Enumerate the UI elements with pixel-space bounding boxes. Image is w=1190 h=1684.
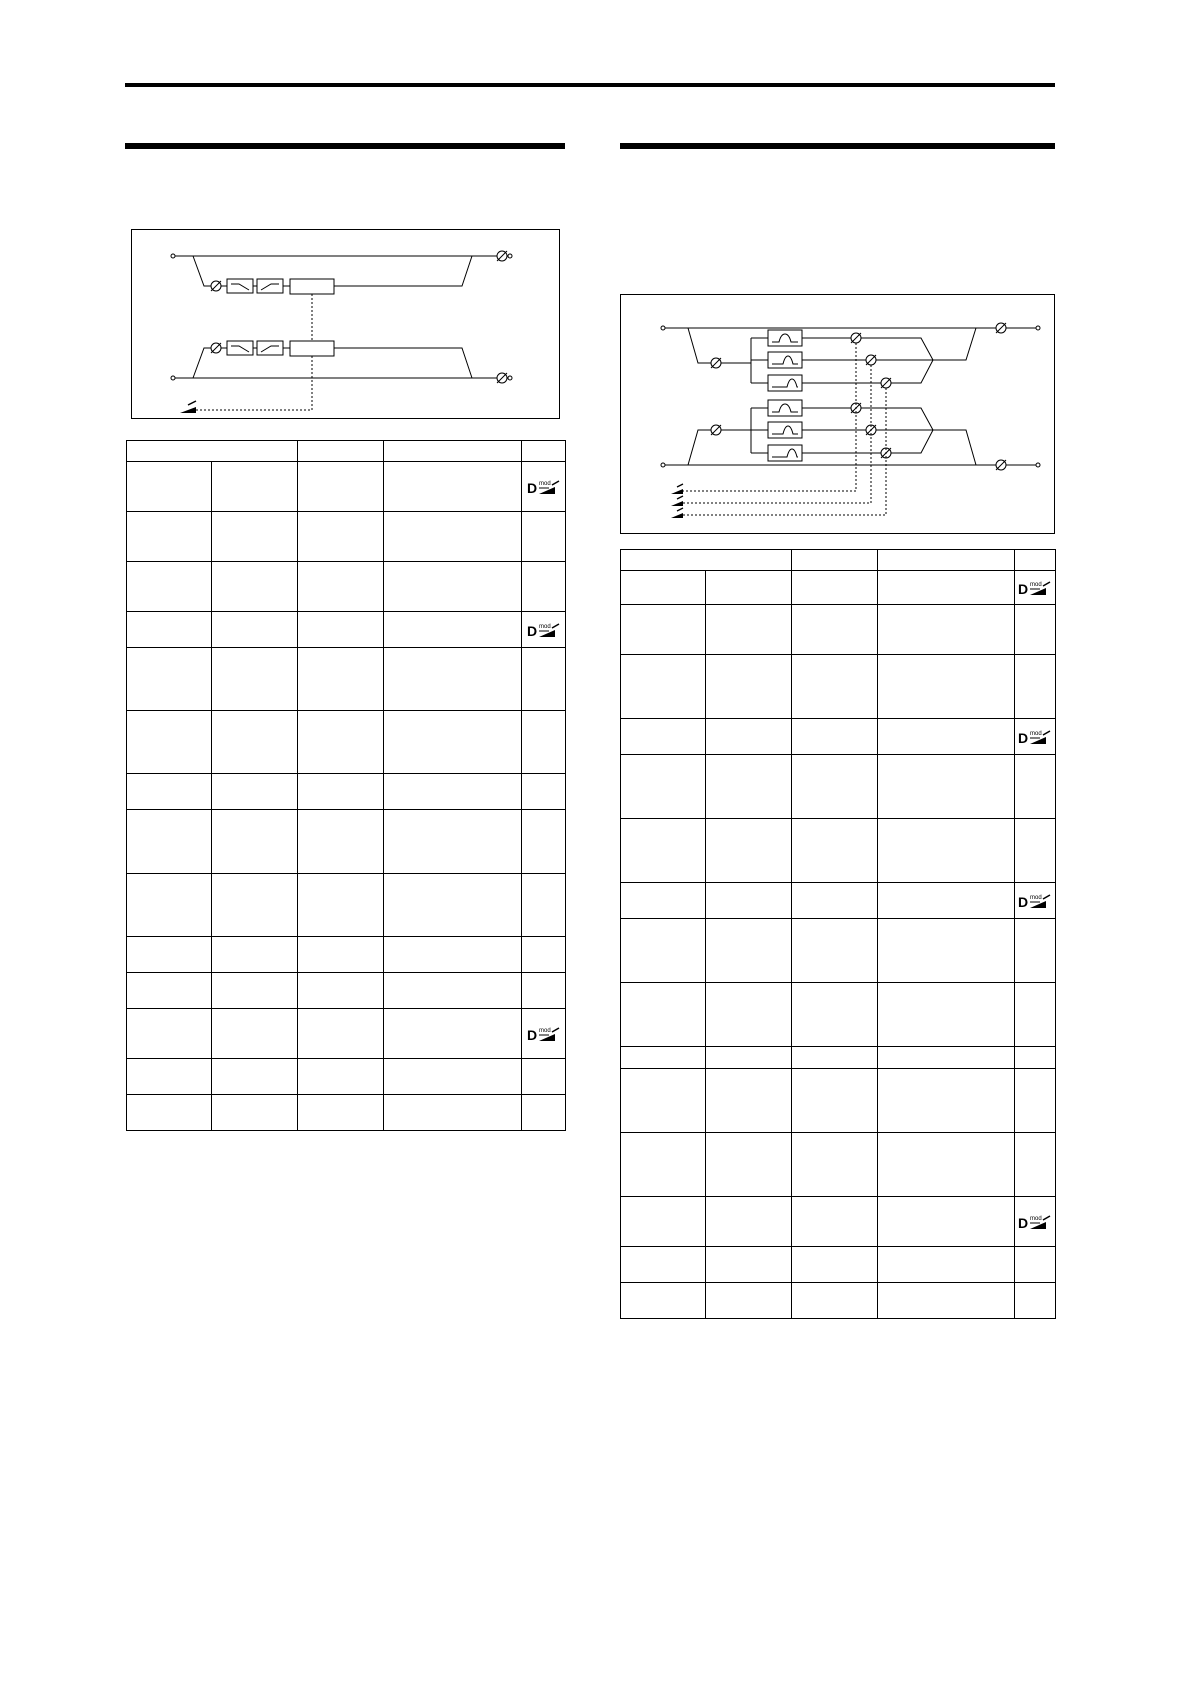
table-cell xyxy=(621,1247,706,1283)
bpf-block xyxy=(768,400,802,416)
band-knob-icon xyxy=(866,355,876,365)
table-cell xyxy=(792,605,878,655)
table-cell xyxy=(878,655,1015,719)
table-cell xyxy=(878,1069,1015,1133)
table-cell xyxy=(212,874,298,937)
svg-text:D: D xyxy=(1018,893,1029,910)
table-cell xyxy=(792,919,878,983)
table-cell xyxy=(706,819,792,883)
hpf-block xyxy=(227,279,253,293)
bpf-block xyxy=(768,330,802,346)
left-parameter-table xyxy=(126,440,566,1131)
table-cell xyxy=(127,711,212,774)
table-cell xyxy=(298,1009,384,1059)
delay-block-top xyxy=(290,279,334,294)
header-cell xyxy=(127,441,298,462)
table-cell xyxy=(384,774,522,810)
table-cell xyxy=(1015,1283,1056,1319)
table-cell xyxy=(621,1047,706,1069)
table-cell xyxy=(621,605,706,655)
table-cell xyxy=(792,1197,878,1247)
table-cell xyxy=(127,462,212,512)
table-cell xyxy=(522,1009,566,1059)
svg-text:mod: mod xyxy=(538,480,551,487)
table-cell xyxy=(212,810,298,874)
table-cell xyxy=(384,973,522,1009)
table-cell xyxy=(878,819,1015,883)
d-mod-icon xyxy=(527,621,561,639)
band-knob-icon xyxy=(881,378,891,388)
table-cell xyxy=(298,874,384,937)
table-cell xyxy=(792,819,878,883)
table-cell xyxy=(384,711,522,774)
svg-text:mod: mod xyxy=(1030,894,1042,901)
header-cell xyxy=(384,441,522,462)
table-cell xyxy=(298,937,384,973)
bpf-block xyxy=(768,375,802,391)
table-cell xyxy=(522,937,566,973)
table-cell xyxy=(1015,1069,1056,1133)
table-cell xyxy=(1015,605,1056,655)
table-row xyxy=(621,883,1056,919)
table-cell xyxy=(384,612,522,648)
level-knob-icon xyxy=(211,281,221,291)
table-cell xyxy=(621,1283,706,1319)
table-cell xyxy=(212,562,298,612)
table-row xyxy=(127,1009,566,1059)
table-row xyxy=(621,719,1056,755)
table-cell xyxy=(522,973,566,1009)
table-cell xyxy=(298,562,384,612)
table-cell xyxy=(621,571,706,605)
d-mod-icon xyxy=(1018,579,1052,597)
table-cell xyxy=(621,819,706,883)
header-cell xyxy=(792,550,878,571)
header-cell xyxy=(621,550,792,571)
table-cell xyxy=(522,874,566,937)
output-knob-icon xyxy=(996,323,1006,333)
svg-text:D: D xyxy=(526,1026,537,1043)
table-cell xyxy=(1015,571,1056,605)
table-cell xyxy=(522,1095,566,1131)
svg-text:D: D xyxy=(526,479,537,496)
table-row xyxy=(621,819,1056,883)
table-cell xyxy=(1015,719,1056,755)
pedal-icon xyxy=(671,484,683,518)
table-row xyxy=(621,1047,1056,1069)
table-cell xyxy=(621,719,706,755)
table-cell xyxy=(212,1059,298,1095)
svg-text:D: D xyxy=(526,622,537,639)
table-cell xyxy=(1015,655,1056,719)
table-cell xyxy=(706,571,792,605)
table-cell xyxy=(522,562,566,612)
table-cell xyxy=(706,755,792,819)
svg-text:mod: mod xyxy=(1030,730,1042,737)
table-cell xyxy=(384,1009,522,1059)
table-cell xyxy=(212,1009,298,1059)
page-header-rule xyxy=(125,83,1055,87)
table-cell xyxy=(384,512,522,562)
table-row xyxy=(621,1247,1056,1283)
table-cell xyxy=(212,462,298,512)
table-cell xyxy=(878,605,1015,655)
table-cell xyxy=(127,612,212,648)
table-cell xyxy=(298,512,384,562)
table-cell xyxy=(298,711,384,774)
table-cell xyxy=(384,810,522,874)
table-cell xyxy=(384,874,522,937)
svg-text:D: D xyxy=(1018,729,1029,746)
table-cell xyxy=(212,937,298,973)
table-cell xyxy=(706,1197,792,1247)
table-cell xyxy=(384,937,522,973)
table-cell xyxy=(1015,1247,1056,1283)
table-cell xyxy=(878,1247,1015,1283)
table-cell xyxy=(792,655,878,719)
svg-text:mod: mod xyxy=(1030,1215,1042,1222)
table-cell xyxy=(127,562,212,612)
table-cell xyxy=(298,774,384,810)
table-cell xyxy=(878,919,1015,983)
d-mod-icon xyxy=(527,478,561,496)
table-cell xyxy=(706,1247,792,1283)
table-cell xyxy=(298,973,384,1009)
right-block-diagram xyxy=(620,294,1055,534)
output-knob-icon xyxy=(497,251,507,261)
level-knob-icon xyxy=(711,358,721,368)
table-cell xyxy=(878,755,1015,819)
left-section-rule xyxy=(125,143,565,149)
table-cell xyxy=(621,655,706,719)
table-cell xyxy=(127,973,212,1009)
level-knob-icon xyxy=(711,425,721,435)
header-cell xyxy=(878,550,1015,571)
table-row xyxy=(621,755,1056,819)
d-mod-icon xyxy=(527,1025,561,1043)
table-row xyxy=(127,462,566,512)
table-row xyxy=(127,937,566,973)
d-mod-icon xyxy=(1018,892,1052,910)
delay-block-bottom xyxy=(290,341,334,356)
table-cell xyxy=(212,648,298,711)
svg-text:mod: mod xyxy=(538,623,551,630)
svg-text:mod: mod xyxy=(1030,581,1042,588)
table-cell xyxy=(792,983,878,1047)
table-cell xyxy=(1015,1197,1056,1247)
table-cell xyxy=(1015,919,1056,983)
table-cell xyxy=(621,1197,706,1247)
table-cell xyxy=(621,1133,706,1197)
table-cell xyxy=(298,612,384,648)
table-row xyxy=(621,571,1056,605)
table-cell xyxy=(384,648,522,711)
table-cell xyxy=(384,1095,522,1131)
svg-text:mod: mod xyxy=(538,1027,551,1034)
right-section-rule xyxy=(620,143,1055,149)
table-row xyxy=(127,512,566,562)
table-row xyxy=(621,605,1056,655)
table-cell xyxy=(621,883,706,919)
table-cell xyxy=(522,612,566,648)
table-cell xyxy=(792,1069,878,1133)
table-cell xyxy=(878,1197,1015,1247)
table-cell xyxy=(792,1283,878,1319)
table-cell xyxy=(522,648,566,711)
band-knob-icon xyxy=(851,333,861,343)
table-cell xyxy=(792,719,878,755)
table-cell xyxy=(298,462,384,512)
table-row xyxy=(621,1197,1056,1247)
table-cell xyxy=(522,711,566,774)
table-cell xyxy=(706,883,792,919)
table-cell xyxy=(212,711,298,774)
table-row xyxy=(621,919,1056,983)
table-row xyxy=(127,1059,566,1095)
svg-text:D: D xyxy=(1018,580,1029,597)
left-diagram-svg xyxy=(132,230,561,420)
header-cell xyxy=(1015,550,1056,571)
table-cell xyxy=(384,562,522,612)
table-cell xyxy=(706,1283,792,1319)
table-cell xyxy=(621,1069,706,1133)
table-cell xyxy=(127,648,212,711)
lpf-block xyxy=(257,341,283,355)
table-cell xyxy=(706,983,792,1047)
table-cell xyxy=(522,810,566,874)
table-cell xyxy=(127,1059,212,1095)
table-cell xyxy=(1015,983,1056,1047)
table-cell xyxy=(212,612,298,648)
table-row xyxy=(127,562,566,612)
table-cell xyxy=(522,1059,566,1095)
right-parameter-table xyxy=(620,549,1056,1319)
table-cell xyxy=(706,1069,792,1133)
table-cell xyxy=(706,919,792,983)
bpf-block xyxy=(768,445,802,461)
table-cell xyxy=(621,755,706,819)
hpf-block xyxy=(227,341,253,355)
table-cell xyxy=(792,1133,878,1197)
table-cell xyxy=(1015,883,1056,919)
table-cell xyxy=(1015,1047,1056,1069)
table-row xyxy=(621,983,1056,1047)
table-cell xyxy=(298,648,384,711)
output-knob-icon xyxy=(996,460,1006,470)
header-cell xyxy=(522,441,566,462)
table-cell xyxy=(212,973,298,1009)
table-cell xyxy=(706,655,792,719)
table-cell xyxy=(706,1047,792,1069)
table-cell xyxy=(298,1095,384,1131)
table-row xyxy=(621,655,1056,719)
right-table-header xyxy=(621,550,1056,571)
table-cell xyxy=(878,571,1015,605)
table-cell xyxy=(212,1095,298,1131)
table-row xyxy=(621,1133,1056,1197)
table-cell xyxy=(212,774,298,810)
table-cell xyxy=(878,983,1015,1047)
table-cell xyxy=(127,1009,212,1059)
table-cell xyxy=(621,983,706,1047)
table-row xyxy=(127,810,566,874)
table-cell xyxy=(706,605,792,655)
table-cell xyxy=(127,937,212,973)
table-cell xyxy=(127,1095,212,1131)
table-cell xyxy=(522,462,566,512)
table-row xyxy=(127,612,566,648)
table-cell xyxy=(384,462,522,512)
table-cell xyxy=(1015,755,1056,819)
lpf-block xyxy=(257,279,283,293)
table-cell xyxy=(792,1047,878,1069)
svg-text:D: D xyxy=(1018,1214,1029,1231)
table-cell xyxy=(212,512,298,562)
table-cell xyxy=(384,1059,522,1095)
d-mod-icon xyxy=(1018,1213,1052,1231)
table-cell xyxy=(792,1247,878,1283)
table-cell xyxy=(1015,819,1056,883)
table-cell xyxy=(792,571,878,605)
table-cell xyxy=(127,874,212,937)
table-row xyxy=(127,874,566,937)
d-mod-icon xyxy=(1018,728,1052,746)
output-knob-icon xyxy=(497,373,507,383)
table-cell xyxy=(878,883,1015,919)
table-cell xyxy=(706,1133,792,1197)
table-cell xyxy=(792,755,878,819)
table-cell xyxy=(706,719,792,755)
table-cell xyxy=(522,774,566,810)
table-cell xyxy=(127,774,212,810)
table-cell xyxy=(878,1283,1015,1319)
table-row xyxy=(127,711,566,774)
bpf-block xyxy=(768,352,802,368)
table-row xyxy=(621,1283,1056,1319)
table-cell xyxy=(621,919,706,983)
table-cell xyxy=(298,1059,384,1095)
table-cell xyxy=(878,1047,1015,1069)
table-cell xyxy=(298,810,384,874)
table-row xyxy=(127,973,566,1009)
bpf-block xyxy=(768,422,802,438)
table-cell xyxy=(522,512,566,562)
level-knob-icon xyxy=(211,343,221,353)
table-row xyxy=(127,648,566,711)
table-cell xyxy=(878,719,1015,755)
table-cell xyxy=(127,512,212,562)
header-cell xyxy=(298,441,384,462)
pedal-icon xyxy=(180,401,196,413)
table-cell xyxy=(878,1133,1015,1197)
right-diagram-svg xyxy=(621,295,1056,535)
left-table-header xyxy=(127,441,566,462)
table-row xyxy=(621,1069,1056,1133)
table-cell xyxy=(792,883,878,919)
table-cell xyxy=(127,810,212,874)
table-row xyxy=(127,774,566,810)
table-row xyxy=(127,1095,566,1131)
table-cell xyxy=(1015,1133,1056,1197)
left-block-diagram xyxy=(131,229,560,419)
